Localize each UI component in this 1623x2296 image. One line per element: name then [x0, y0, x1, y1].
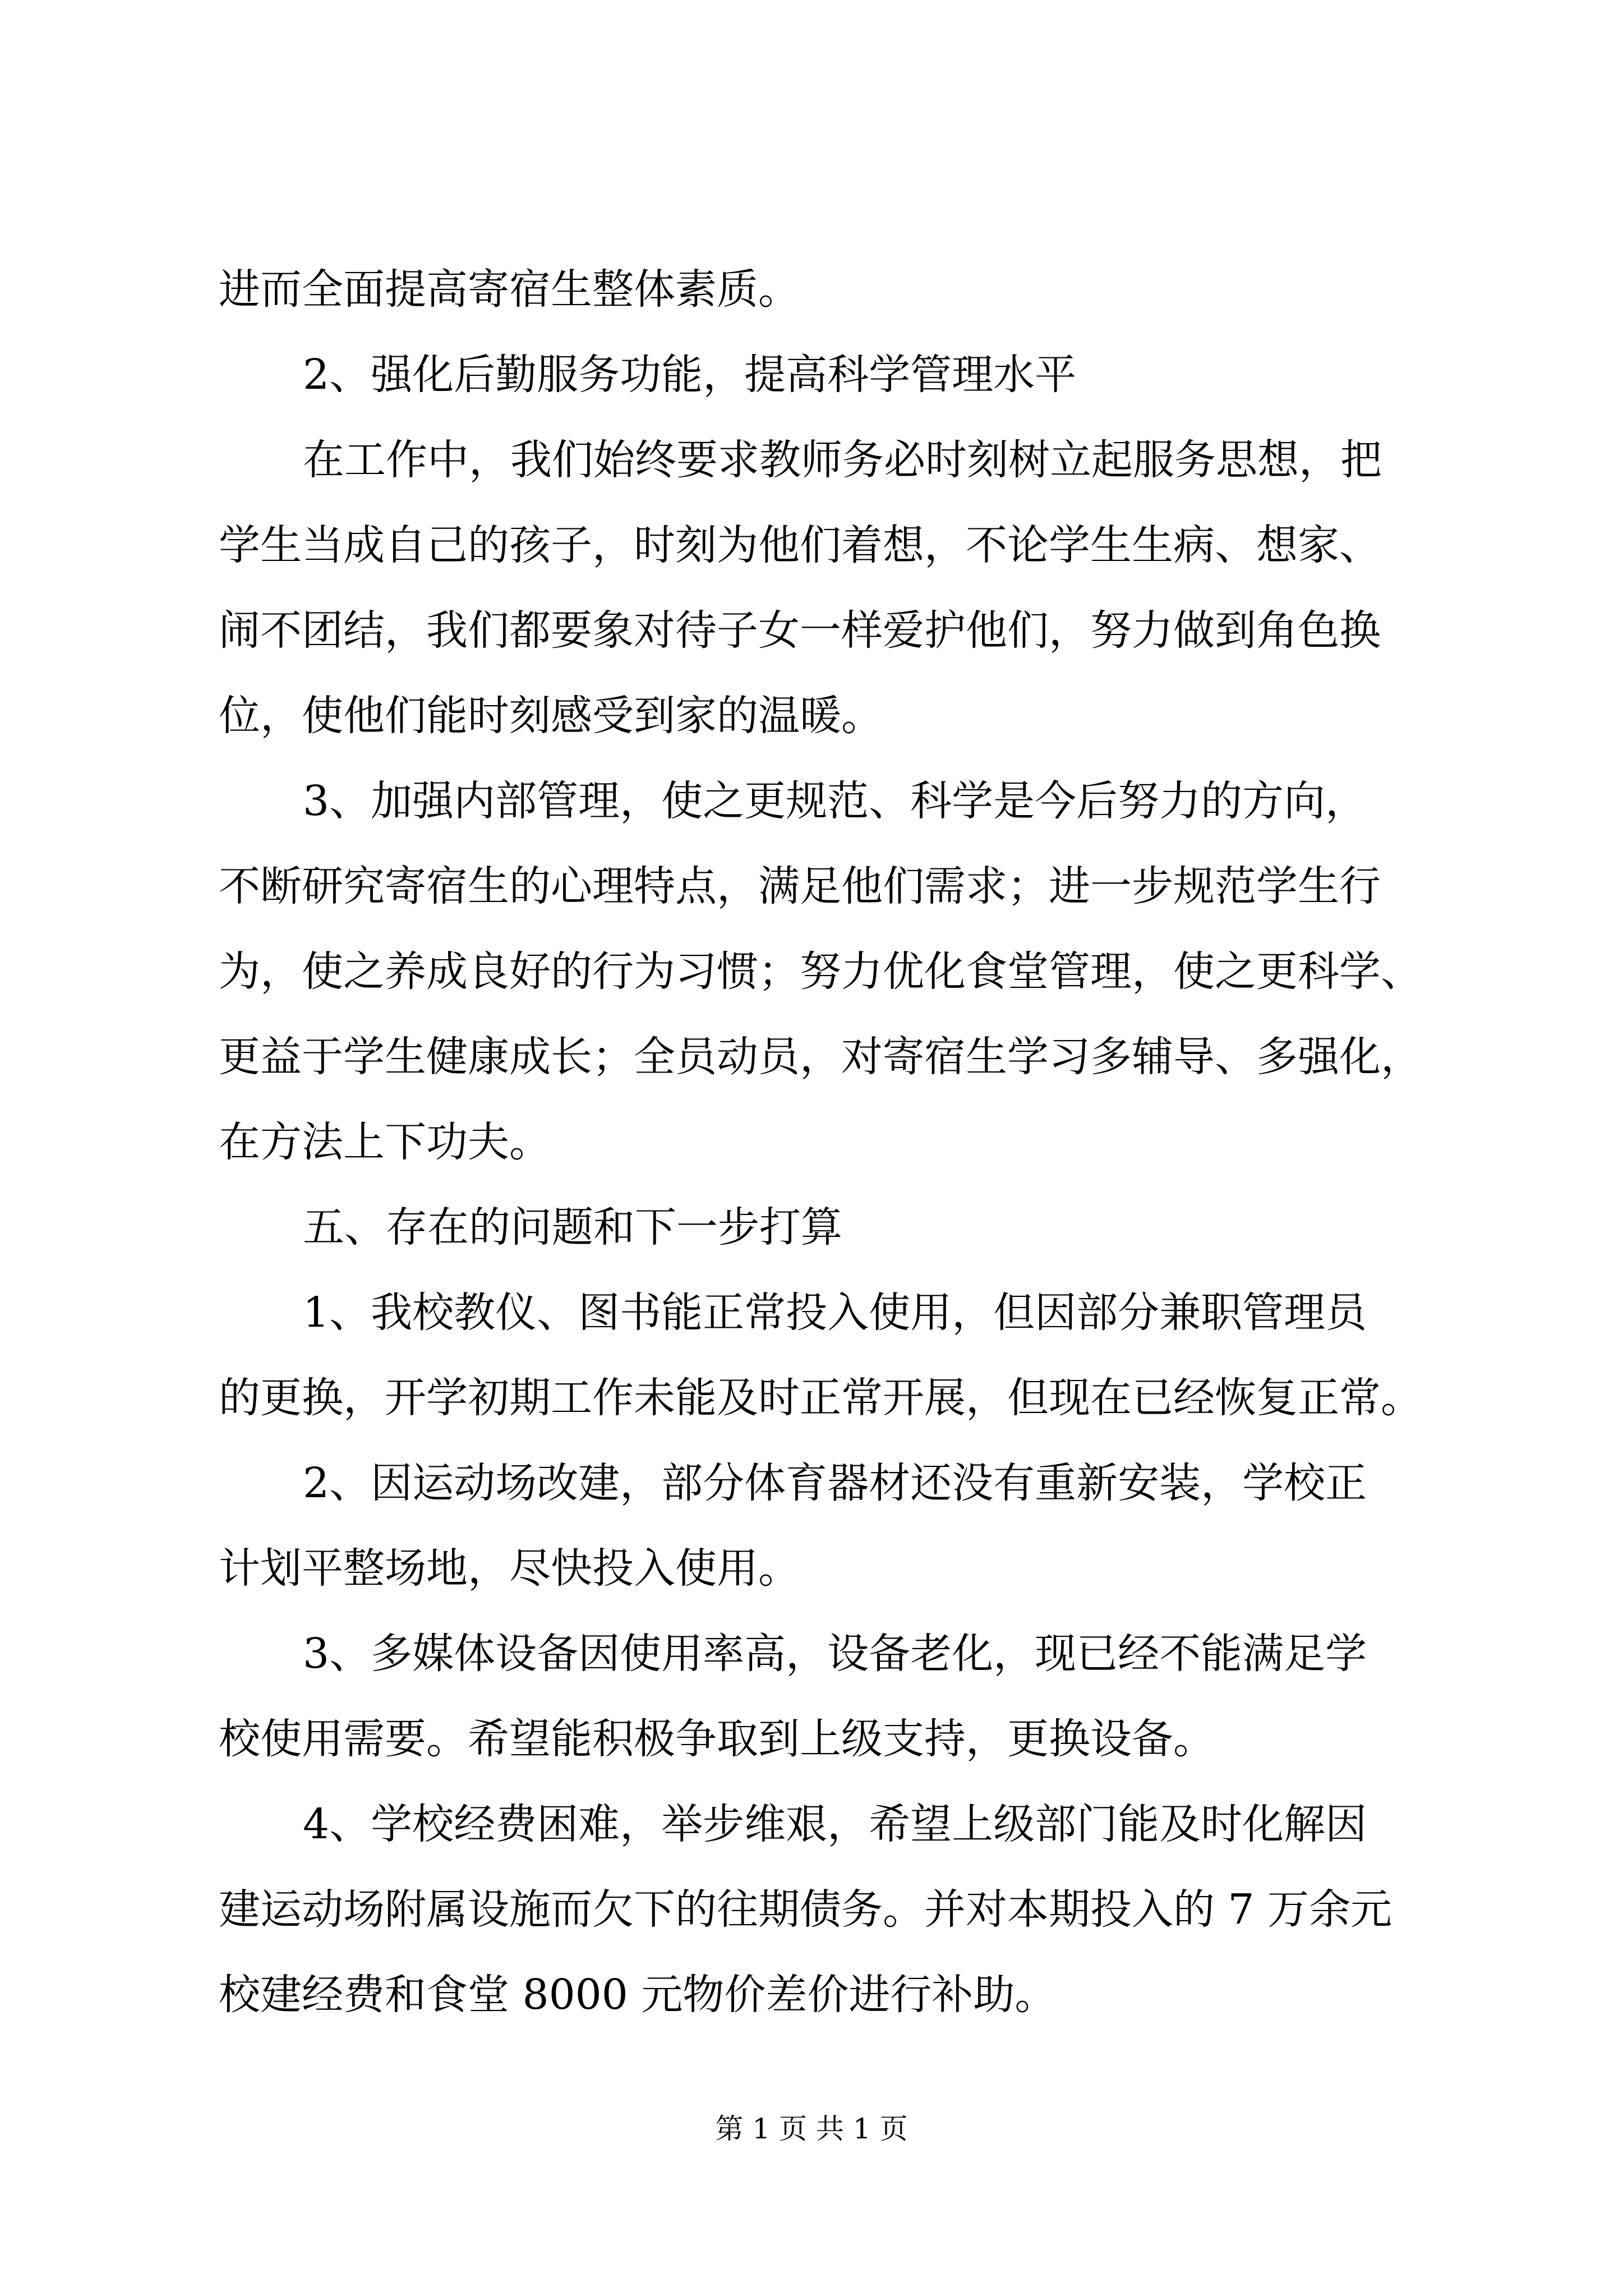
- body-line: 校使用需要。希望能积极争取到上级支持，更换设备。: [219, 1715, 1215, 1763]
- section-heading: 五、存在的问题和下一步打算: [303, 1203, 842, 1251]
- body-line: 3、加强内部管理，使之更规范、科学是今后努力的方向，: [303, 777, 1367, 825]
- body-line: 计划平整场地，尽快投入使用。: [219, 1544, 800, 1593]
- body-line: 1、我校教仪、图书能正常投入使用，但因部分兼职管理员: [303, 1289, 1367, 1337]
- body-line: 为，使之养成良好的行为习惯；努力优化食堂管理，使之更科学、: [219, 947, 1422, 996]
- body-line: 校建经费和食堂 8000 元物价差价进行补助。: [219, 1971, 1057, 2019]
- body-line: 位，使他们能时刻感受到家的温暖。: [219, 692, 883, 740]
- document-body: [219, 247, 1424, 2037]
- body-line: 更益于学生健康成长；全员动员，对寄宿生学习多辅导、多强化，: [219, 1033, 1422, 1081]
- body-line: 学生当成自己的孩子，时刻为他们着想，不论学生生病、想家、: [219, 521, 1381, 569]
- page-footer: [0, 2109, 1623, 2148]
- body-line: 2、因运动场改建，部分体育器材还没有重新安装，学校正: [303, 1459, 1367, 1507]
- body-line: 的更换，开学初期工作未能及时正常开展，但现在已经恢复正常。: [219, 1374, 1422, 1422]
- body-line: 闹不团结，我们都要象对待子女一样爱护他们，努力做到角色换: [219, 606, 1381, 655]
- body-line: 建运动场附属设施而欠下的往期债务。并对本期投入的 7 万余元: [219, 1885, 1393, 1934]
- body-line: 在工作中，我们始终要求教师务必时刻树立起服务思想，把: [303, 436, 1382, 484]
- body-line: 进而全面提高寄宿生整体素质。: [219, 265, 800, 314]
- page-number: 第 1 页 共 1 页: [715, 2113, 908, 2145]
- body-line: 4、学校经费困难，举步维艰，希望上级部门能及时化解因: [303, 1800, 1367, 1848]
- body-line: 在方法上下功夫。: [219, 1118, 551, 1166]
- body-line: 不断研究寄宿生的心理特点，满足他们需求；进一步规范学生行: [219, 862, 1381, 910]
- body-line: 3、多媒体设备因使用率高，设备老化，现已经不能满足学: [303, 1630, 1367, 1678]
- section-heading: 2、强化后勤服务功能，提高科学管理水平: [303, 351, 1077, 399]
